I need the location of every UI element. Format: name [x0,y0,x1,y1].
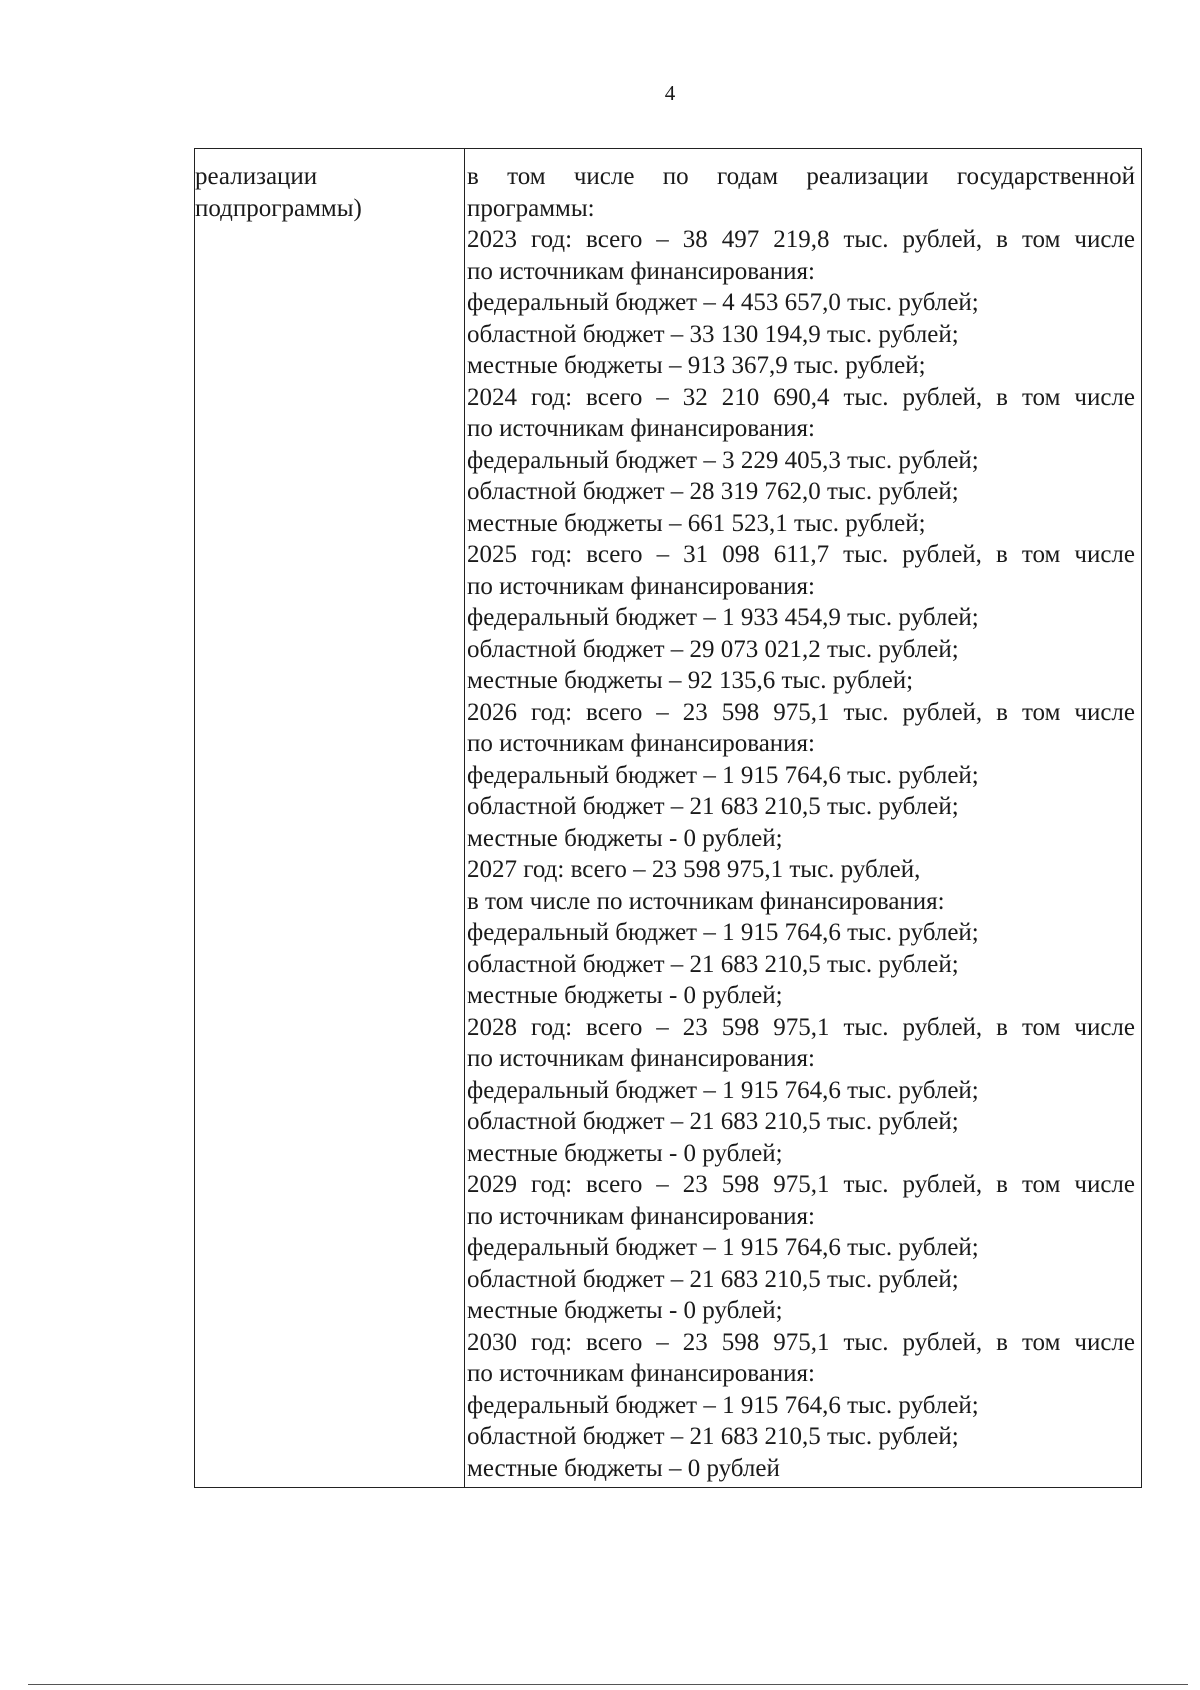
table-left-column [195,149,465,1487]
right-column-line: местные бюджеты - 0 рублей; [467,1139,783,1167]
right-column-line: местные бюджеты – 92 135,6 тыс. рублей; [467,667,914,694]
right-column-line: областной бюджет – 21 683 210,5 тыс. рублей; [467,950,959,978]
right-column-line: по источникам финансирования: [467,572,815,600]
right-column-line: по источникам финансирования: [467,1045,815,1072]
right-column-line: федеральный бюджет – 1 915 764,6 тыс. рублей; [467,919,979,946]
right-column-line: по источникам финансирования: [467,1360,815,1387]
right-column-line: по источникам финансирования: [467,1202,815,1230]
right-column-line: по источникам финансирования: [467,415,815,442]
right-column-line: местные бюджеты - 0 рублей; [467,982,783,1009]
right-column-line: 2028 год: всего – 23 598 975,1 тыс. рублей, в том числе [467,1013,1135,1041]
right-column-line: федеральный бюджет – 4 453 657,0 тыс. рублей; [467,289,979,316]
left-column-line: реализации [195,163,318,190]
right-column-line: 2027 год: всего – 23 598 975,1 тыс. рублей, [467,856,921,883]
right-column-line: областной бюджет – 21 683 210,5 тыс. рублей; [467,1265,959,1293]
right-column-line: местные бюджеты – 0 рублей [467,1454,780,1482]
right-column-line: по источникам финансирования: [467,730,815,757]
right-column-line: по источникам финансирования: [467,257,815,285]
right-column-line: местные бюджеты – 913 367,9 тыс. рублей; [467,352,926,379]
financing-table [194,148,1142,1488]
right-column-line: программы: [467,194,595,222]
right-column-line: федеральный бюджет – 1 915 764,6 тыс. рублей; [467,1391,979,1419]
right-column-line: федеральный бюджет – 1 915 764,6 тыс. рублей; [467,761,979,789]
right-column-line: в том числе по годам реализации государственной [467,163,1135,190]
right-column-line: областной бюджет – 28 319 762,0 тыс. рублей; [467,478,959,505]
right-column-line: областной бюджет – 21 683 210,5 тыс. рублей; [467,793,959,820]
table-right-column [465,149,1141,1487]
right-column-line: федеральный бюджет – 3 229 405,3 тыс. рублей; [467,446,979,474]
right-column-line: 2024 год: всего – 32 210 690,4 тыс. рублей, в том числе [467,383,1135,411]
page-number: 4 [664,81,676,105]
right-column-line: федеральный бюджет – 1 933 454,9 тыс. рублей; [467,604,979,631]
page-bottom-rule [28,1684,1188,1685]
right-column-line: 2026 год: всего – 23 598 975,1 тыс. рублей, в том числе [467,698,1135,726]
right-column-line: местные бюджеты - 0 рублей; [467,824,783,852]
right-column-line: областной бюджет – 21 683 210,5 тыс. рублей; [467,1423,959,1450]
right-column-line: федеральный бюджет – 1 915 764,6 тыс. рублей; [467,1076,979,1104]
left-column-line: подпрограммы) [195,194,362,222]
right-column-line: областной бюджет – 21 683 210,5 тыс. рублей; [467,1108,959,1135]
right-column-line: местные бюджеты - 0 рублей; [467,1297,783,1324]
right-column-line: 2029 год: всего – 23 598 975,1 тыс. рублей, в том числе [467,1171,1135,1198]
right-column-line: федеральный бюджет – 1 915 764,6 тыс. рублей; [467,1234,979,1261]
right-column-line: в том числе по источникам финансирования: [467,887,945,915]
right-column-line: 2023 год: всего – 38 497 219,8 тыс. рублей, в том числе [467,226,1135,253]
right-column-line: областной бюджет – 29 073 021,2 тыс. рублей; [467,635,959,663]
right-column-line: 2025 год: всего – 31 098 611,7 тыс. рублей, в том числе [467,541,1135,568]
right-column-line: областной бюджет – 33 130 194,9 тыс. рублей; [467,320,959,348]
right-column-line: 2030 год: всего – 23 598 975,1 тыс. рублей, в том числе [467,1328,1135,1356]
right-column-line: местные бюджеты – 661 523,1 тыс. рублей; [467,509,926,537]
